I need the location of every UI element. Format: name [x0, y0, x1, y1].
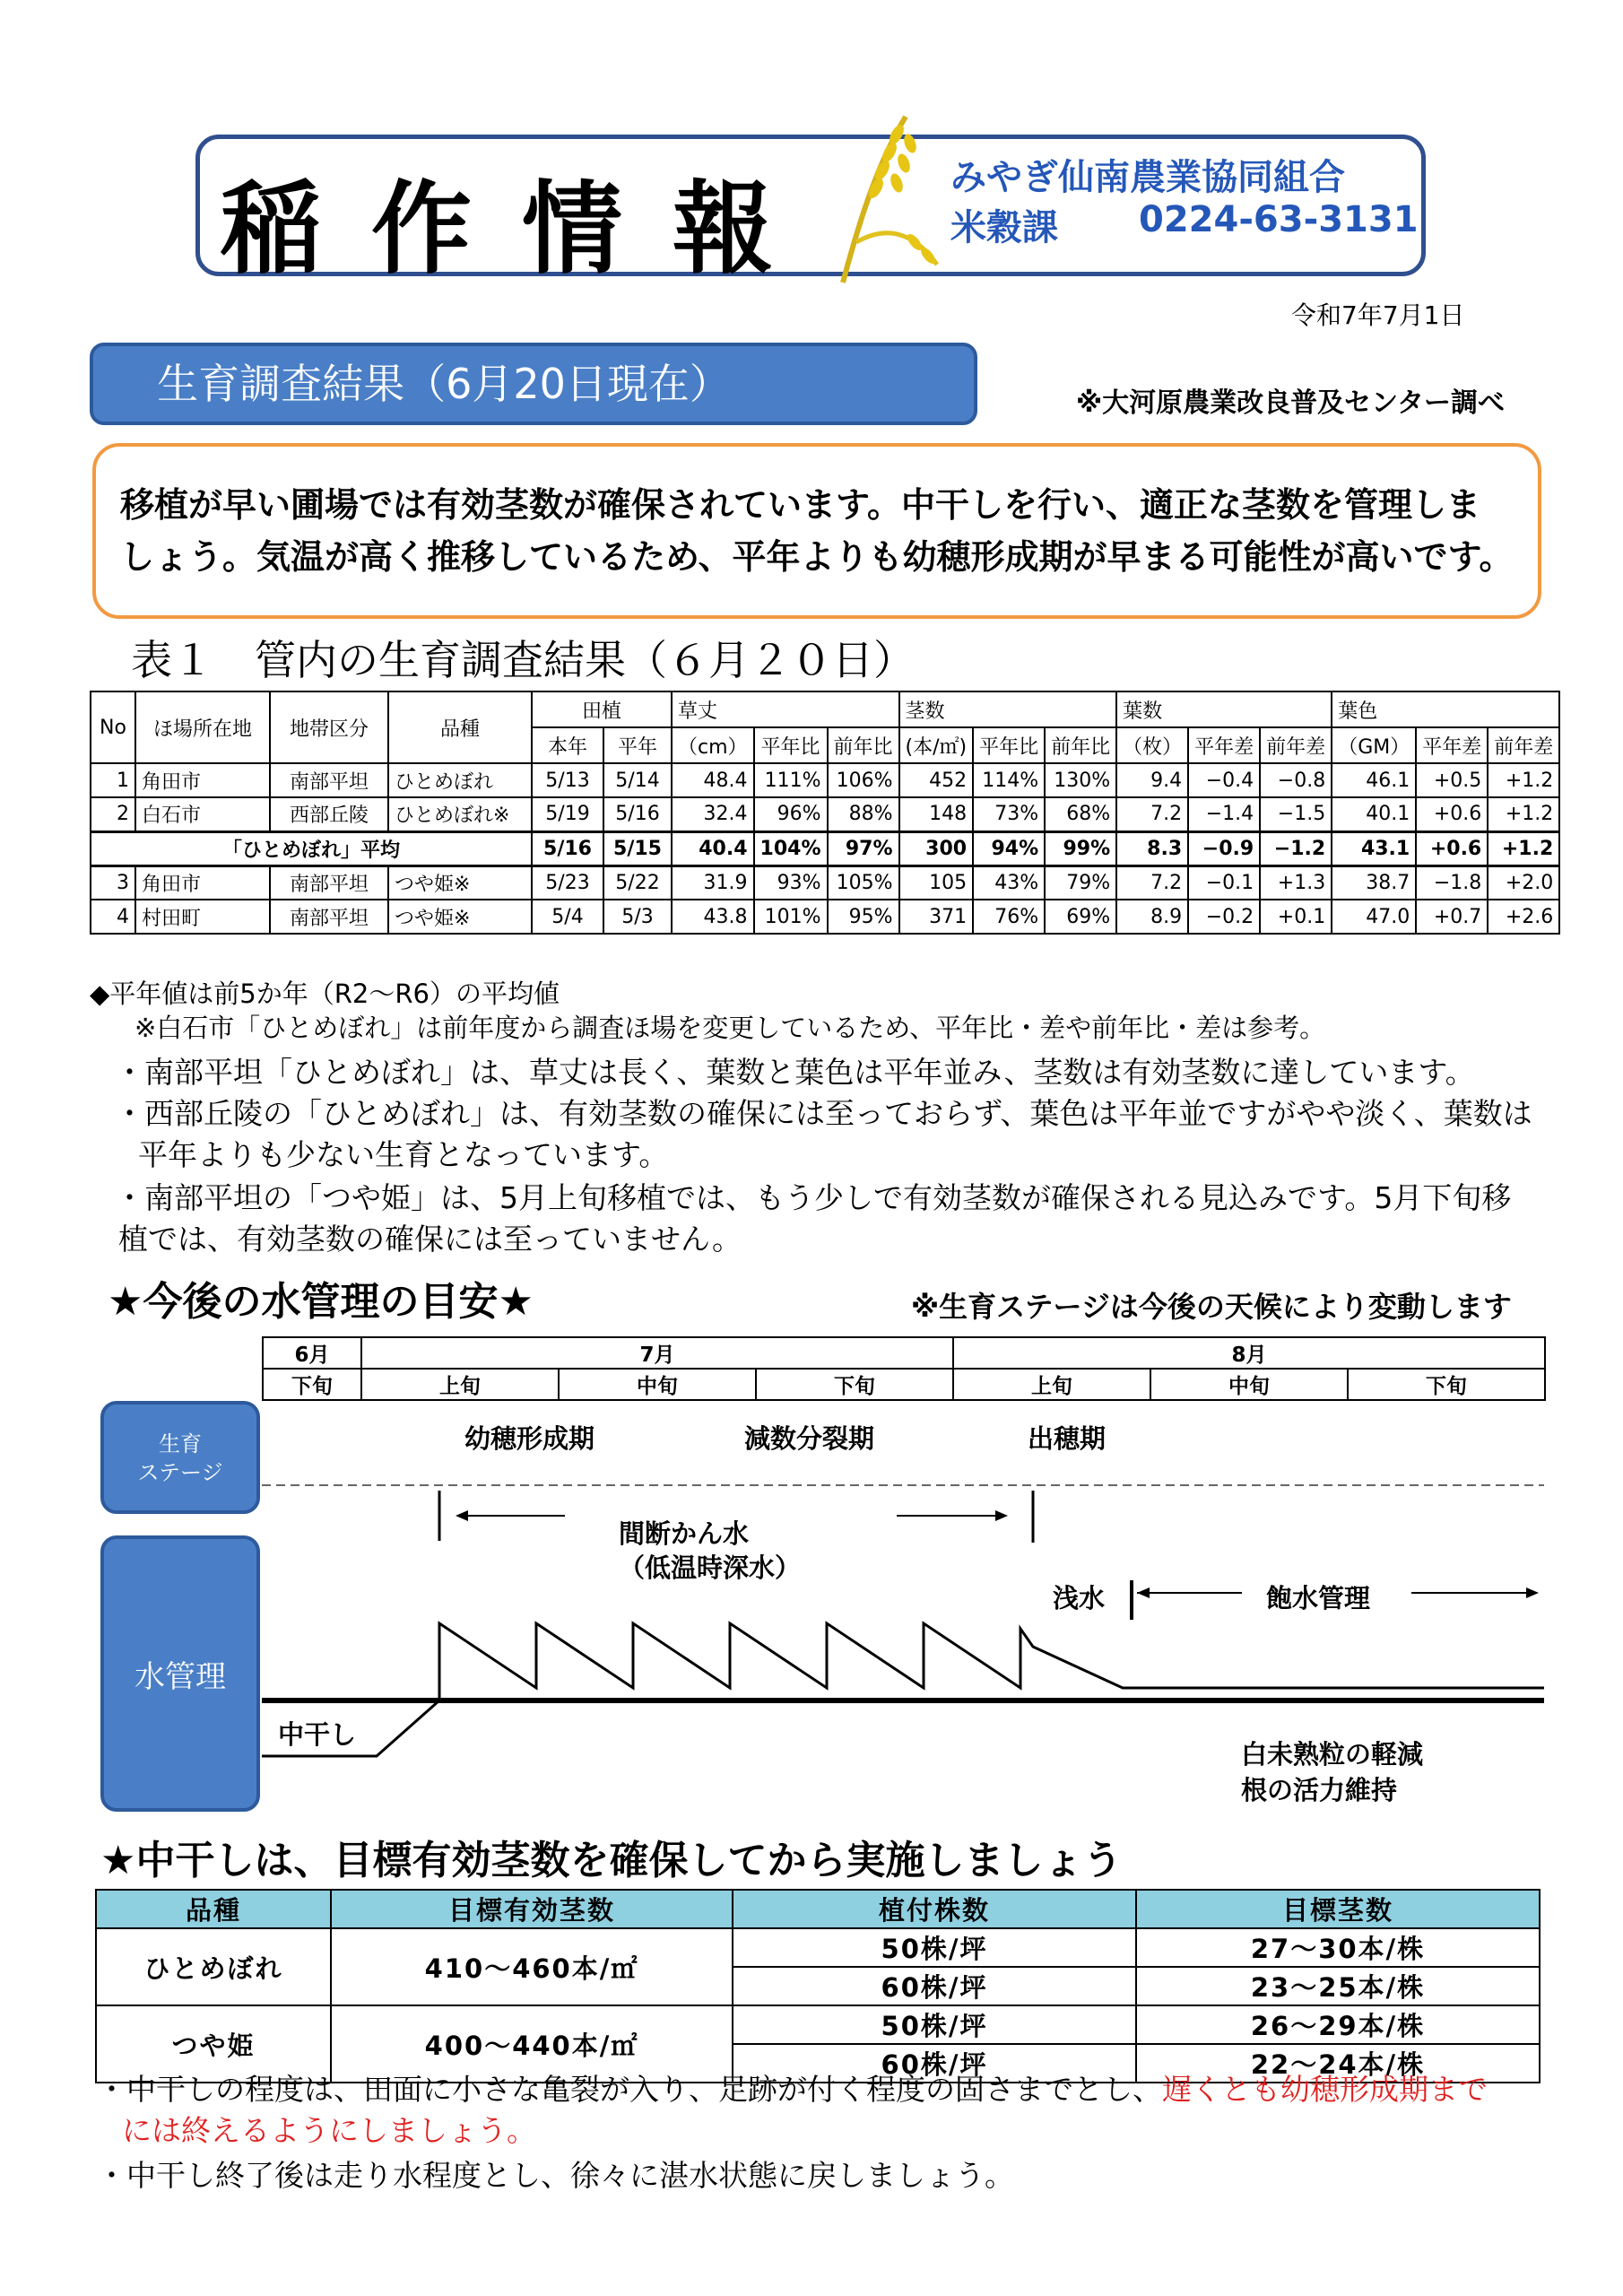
stage-heading: 出穂期 [1028, 1423, 1107, 1454]
after-drainage-note: ・中干し終了後は走り水程度とし、徐々に湛水状態に戻しましょう。 [97, 2158, 1014, 2193]
drainage-deadline-emphasis-cont: には終えるようにしましょう。 [122, 2113, 536, 2148]
source-note: ※大河原農業改良普及センター調べ [1076, 387, 1505, 419]
th-stems-unit: (本/㎡) [899, 727, 974, 763]
water-management-note: ※生育ステージは今後の天候により変動します [911, 1290, 1512, 1324]
th-leaves-unit: （枚） [1116, 727, 1188, 763]
table-row: 60株/坪 22～24本/株 [96, 2044, 1540, 2083]
th-diff-normal: 平年差 [1188, 727, 1260, 763]
th-height: 草丈 [672, 691, 899, 727]
comment-nanbu-hitomebore: ・南部平坦「ひとめぼれ」は、草丈は長く、葉数と葉色は平年並み、茎数は有効茎数に達しています。 [115, 1055, 1475, 1090]
growth-stage-label-box: 生育 ステージ [100, 1401, 260, 1514]
title-char: 稲 [221, 171, 321, 288]
title-char: 報 [673, 171, 773, 288]
table-row: 3 角田市 南部平坦 つや姫※ 5/23 5/22 31.9 93% 105% 105 43% 79% 7.2 −0.1 +1.3 38.7 −1.8 +2.0 [91, 865, 1559, 900]
drainage-guideline-title: ★中干しは、目標有効茎数を確保してから実施しましょう [100, 1838, 1123, 1883]
th-diff-prev: 前年差 [1260, 727, 1332, 763]
th-planting-density: 植付株数 [733, 1890, 1136, 1928]
th-target-effective: 目標有効茎数 [331, 1890, 733, 1928]
period-cell: 上旬 [953, 1369, 1150, 1400]
tel-number: 0224-63-3131 [1139, 199, 1419, 240]
title-char: 作 [371, 171, 472, 288]
th-ratio-normal: 平年比 [973, 727, 1045, 763]
period-cell: 中旬 [1150, 1369, 1348, 1400]
th-no: No [91, 691, 135, 763]
shallow-water: 浅水 [1053, 1583, 1106, 1613]
table-row: 4 村田町 南部平坦 つや姫※ 5/4 5/3 43.8 101% 95% 371 76% 69% 8.9 −0.2 +0.1 47.0 +0.7 +2.6 [91, 900, 1559, 934]
title-char: 情 [522, 171, 622, 288]
th-variety: 品種 [388, 691, 532, 763]
th-area: 地帯区分 [270, 691, 388, 763]
th-color: 葉色 [1332, 691, 1559, 727]
table-row: 2 白石市 西部丘陵 ひとめぼれ※ 5/19 5/16 32.4 96% 88% 148 73% 68% 7.2 −1.4 −1.5 40.1 +0.6 +1.2 [91, 797, 1559, 831]
mid-season-drainage: 中干し [278, 1719, 357, 1750]
table1-caption: 表１ 管内の生育調査結果（６月２０日） [131, 636, 915, 684]
drainage-deadline-emphasis: 遅くとも幼穂形成期まで [1162, 2072, 1488, 2107]
month-june: 6月 [263, 1337, 361, 1369]
month-august: 8月 [953, 1337, 1545, 1369]
goal-chalky-grain: 白未熟粒の軽減 [1241, 1739, 1424, 1770]
comment-seibu-hitomebore-cont: 平年よりも少ない生育となっています。 [138, 1137, 669, 1172]
month-july: 7月 [361, 1337, 953, 1369]
comment-seibu-hitomebore: ・西部丘陵の「ひとめぼれ」は、有効茎数の確保には至っておらず、葉色は平年並ですがやや淡く、葉数は [115, 1096, 1532, 1131]
th-variety: 品種 [96, 1890, 331, 1928]
th-color-unit: （GM） [1332, 727, 1416, 763]
period-cell: 下旬 [756, 1369, 953, 1400]
period-cell: 下旬 [263, 1369, 361, 1400]
period-cell: 上旬 [361, 1369, 559, 1400]
average-row: 「ひとめぼれ」平均 5/16 5/15 40.4 104% 97% 300 94% 99% 8.3 −0.9 −1.2 43.1 +0.6 +1.2 [91, 831, 1559, 865]
note-normal-values: ◆平年値は前5か年（R2～R6）の平均値 [90, 978, 560, 1009]
water-management-title: ★今後の水管理の目安★ [108, 1279, 534, 1325]
summary-text: 移植が早い圃場では有効茎数が確保されています。中干しを行い、適正な茎数を管理しま しょう。気温が高く推移しているため、平年よりも幼穂形成期が早まる可能性が高いです。 [120, 485, 1514, 577]
table-row: つや姫 400～440本/㎡ 50株/坪 26～29本/株 [96, 2005, 1540, 2044]
comment-tsuyahime-cont: 植では、有効茎数の確保には至っていません。 [118, 1222, 742, 1257]
stage-meiosis: 減数分裂期 [744, 1423, 875, 1454]
th-normal-year: 平年 [603, 727, 672, 763]
th-this-year: 本年 [532, 727, 603, 763]
th-ratio-prev: 前年比 [828, 727, 899, 763]
th-target-stems: 目標茎数 [1136, 1890, 1540, 1928]
water-management-label-box: 水管理 [100, 1535, 260, 1812]
period-cell: 下旬 [1348, 1369, 1545, 1400]
th-stems: 茎数 [899, 691, 1117, 727]
th-place: ほ場所在地 [135, 691, 270, 763]
table-row: 1 角田市 南部平坦 ひとめぼれ 5/13 5/14 48.4 111% 106% 452 114% 130% 9.4 −0.4 −0.8 46.1 +0.5 +1.2 [91, 763, 1559, 797]
th-diff-normal: 平年差 [1416, 727, 1488, 763]
intermittent-irrigation: 間断かん水 [619, 1518, 750, 1549]
dept-name: 米穀課 [950, 207, 1058, 248]
org-name: みやぎ仙南農業協同組合 [950, 157, 1345, 198]
issue-date: 令和7年7月1日 [1291, 300, 1465, 330]
th-ratio-prev: 前年比 [1045, 727, 1116, 763]
stage-panicle-formation: 幼穂形成期 [464, 1423, 595, 1454]
goal-root-vitality: 根の活力維持 [1241, 1775, 1398, 1805]
th-ratio-normal: 平年比 [754, 727, 828, 763]
saturated-management: 飽水管理 [1266, 1583, 1371, 1613]
note-shiroishi: ※白石市「ひとめぼれ」は前年度から調査ほ場を変更しているため、平年比・差や前年比・差は参考。 [135, 1013, 1326, 1043]
th-height-unit: （cm） [672, 727, 754, 763]
th-leaves: 葉数 [1116, 691, 1332, 727]
period-cell: 中旬 [559, 1369, 756, 1400]
comment-tsuyahime: ・南部平坦の「つや姫」は、5月上旬移植では、もう少しで有効茎数が確保される見込みです。5月下旬移 [115, 1180, 1512, 1215]
drainage-degree-note: ・中干しの程度は、田面に小さな亀裂が入り、足跡が付く程度の固さまでとし、遅くとも幼穂形成期まで [97, 2072, 1488, 2107]
table-row: ひとめぼれ 410～460本/㎡ 50株/坪 27～30本/株 [96, 1928, 1540, 1967]
table-row: 60株/坪 23～25本/株 [96, 1967, 1540, 2005]
deep-water-note: （低温時深水） [619, 1552, 802, 1583]
th-diff-prev: 前年差 [1488, 727, 1559, 763]
th-planting: 田植 [532, 691, 672, 727]
target-stem-table [95, 1889, 1541, 2083]
section-banner-text: 生育調査結果（6月20日現在） [157, 360, 731, 408]
